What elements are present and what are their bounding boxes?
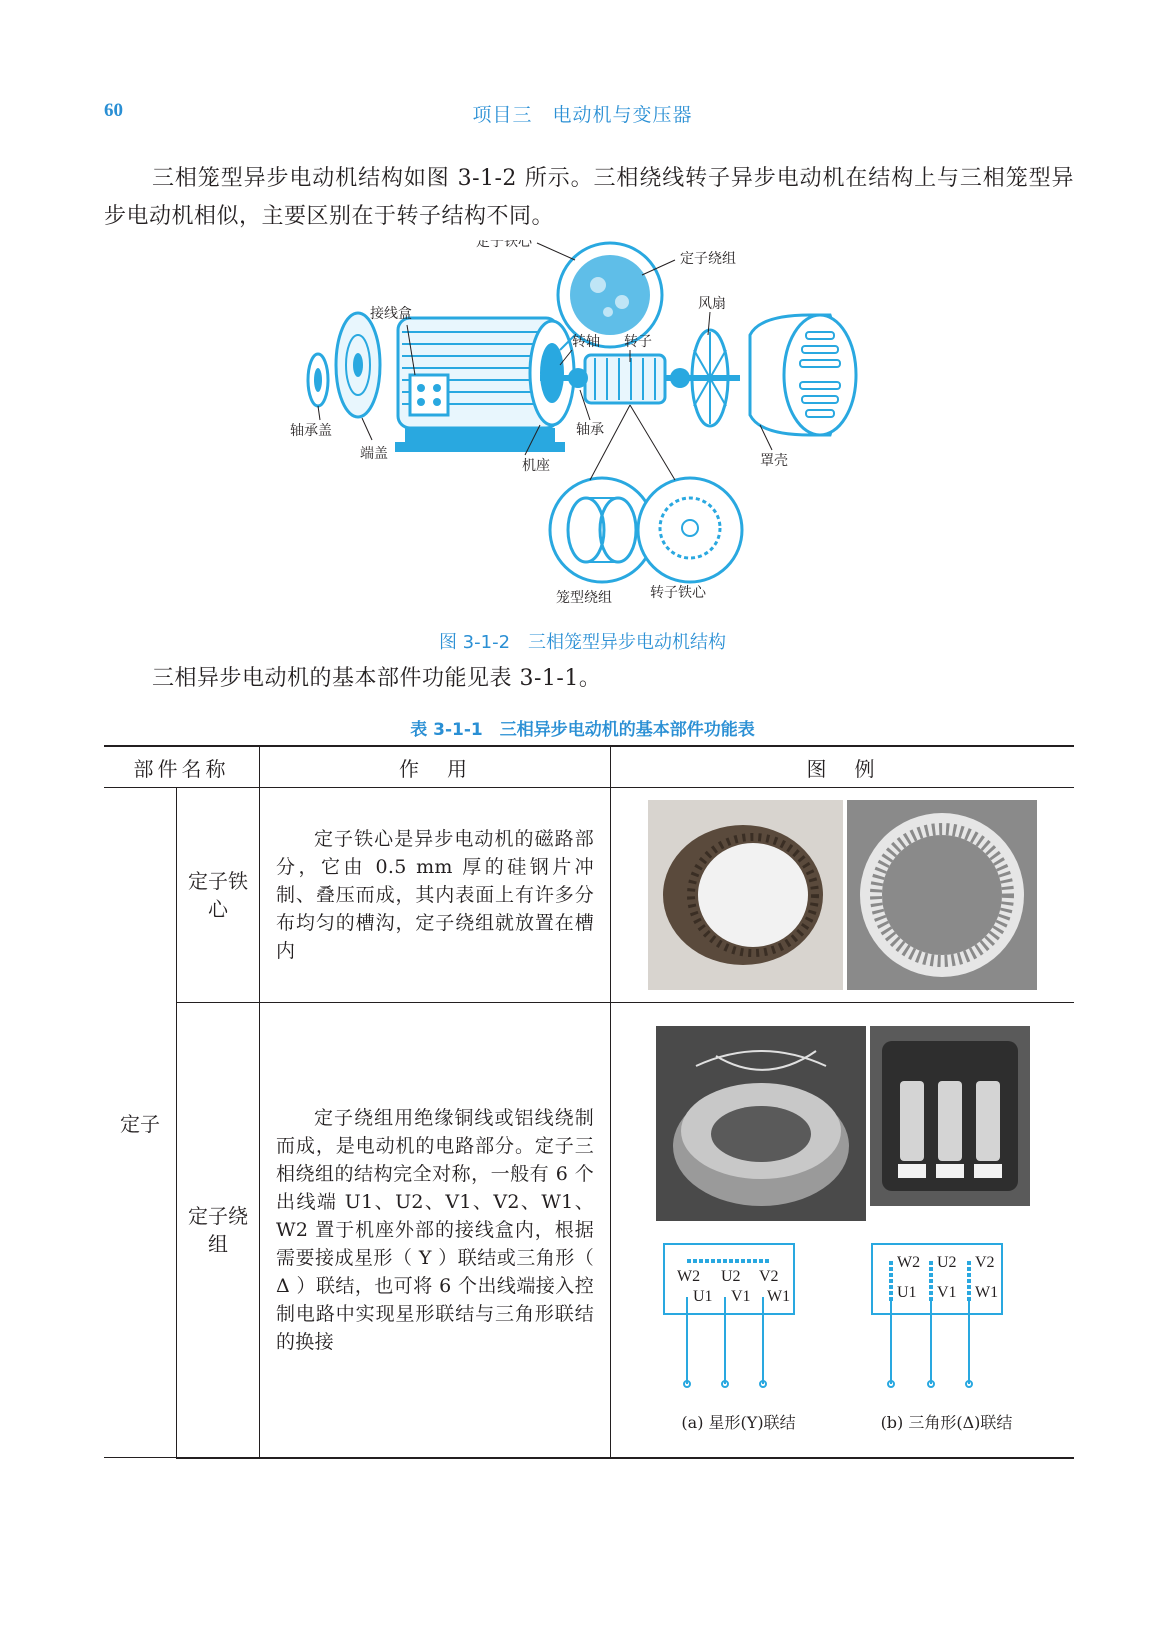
stator-lamination-photo [847,800,1037,990]
label-shaft: 转轴 [572,334,600,350]
terminal-w2: W2 [676,1268,700,1286]
rotor-core-closeup-icon [638,478,742,582]
header-part-name: 部件名称 [104,746,260,788]
star-connection-diagram [659,1239,819,1399]
intro-paragraph: 三相笼型异步电动机结构如图 3-1-2 所示。三相绕线转子异步电动机在结构上与三相笼型异步电动机相似，主要区别在于转子结构不同。 [104,166,1074,229]
terminal-u1: U1 [692,1288,713,1306]
page-number: 60 [104,100,123,121]
label-junction-box: 接线盒 [370,306,412,322]
running-title: 项目三 电动机与变压器 [472,104,693,126]
label-fan: 风扇 [698,296,726,312]
label-end-cover: 端盖 [360,446,388,462]
terminal-u2: U2 [936,1254,957,1272]
label-cage-winding: 笼型绕组 [556,590,612,606]
motor-structure-figure [290,240,910,610]
label-bearing: 轴承 [576,422,604,438]
delta-connection-figure [867,1239,1027,1433]
stator-core-photo [648,800,843,990]
label-rotor: 转子 [624,334,652,350]
category-cell: 定子 [104,788,177,1458]
delta-connection-caption: (b) 三角形(Δ)联结 [880,1413,1013,1433]
junction-box-photo [870,1026,1030,1206]
terminal-u2: U2 [720,1268,741,1286]
illustration-cell [611,1003,1075,1458]
part-name-cell: 定子绕组 [177,1003,260,1458]
part-desc-cell [260,1003,611,1458]
figure-caption: 图 3-1-2 三相笼型异步电动机结构 [438,632,727,653]
table-intro-paragraph: 三相异步电动机的基本部件功能见表 3-1-1。 [152,666,602,691]
label-rotor-core: 转子铁心 [650,585,706,601]
motor-exploded-diagram [290,240,910,610]
star-connection-figure [659,1239,819,1433]
part-desc-text: 定子绕组用绝缘铜线或铝线绕制而成，是电动机的电路部分。定子三相绕组的结构完全对称，一般有 6 个出线端 U1、U2、V1、V2、W1、W2 置于机座外部的接线盒内，根据需要接成星形（ Y ）联结或三角形（ Δ ）联结，也可将 6 个出线端接入控制电路中实现星形联结与三角形联结的换接 [276,1106,594,1353]
label-frame: 机座 [522,458,550,474]
label-stator-winding: 定子绕组 [680,251,736,267]
table-header-row [104,746,1074,788]
terminal-v2: V2 [758,1268,779,1286]
label-bearing-cover: 轴承盖 [290,423,332,439]
illustration-cell [611,788,1075,1003]
delta-connection-diagram [867,1239,1027,1399]
header-illustration: 图 例 [611,746,1075,788]
label-stator-core: 定子铁心 [476,240,532,250]
table-row [104,1003,1074,1458]
parts-function-table [104,745,1074,1459]
star-connection-caption: (a) 星形(Y)联结 [681,1413,796,1433]
table-row [104,788,1074,1003]
label-shell: 罩壳 [760,453,788,469]
terminal-v2: V2 [974,1254,995,1272]
table-caption: 表 3-1-1 三相异步电动机的基本部件功能表 [410,720,755,740]
terminal-w1: W1 [766,1288,790,1306]
bearing-cover-icon [308,354,328,406]
terminal-v1: V1 [730,1288,751,1306]
part-name-cell: 定子铁心 [177,788,260,1003]
header-function: 作 用 [260,746,611,788]
junction-box-icon [410,375,448,415]
terminal-w2: W2 [896,1254,920,1272]
shell-icon [750,315,856,435]
terminal-u1: U1 [896,1284,917,1302]
terminal-w1: W1 [974,1284,998,1302]
part-desc-text: 定子铁心是异步电动机的磁路部分，它由 0.5 mm 厚的硅钢片冲制、叠压而成，其内表面上有许多分布均匀的槽沟，定子绕组就放置在槽内 [276,828,594,962]
stator-winding-photo [656,1026,866,1221]
part-desc-cell [260,788,611,1003]
end-cover-icon [336,313,380,417]
terminal-v1: V1 [936,1284,957,1302]
